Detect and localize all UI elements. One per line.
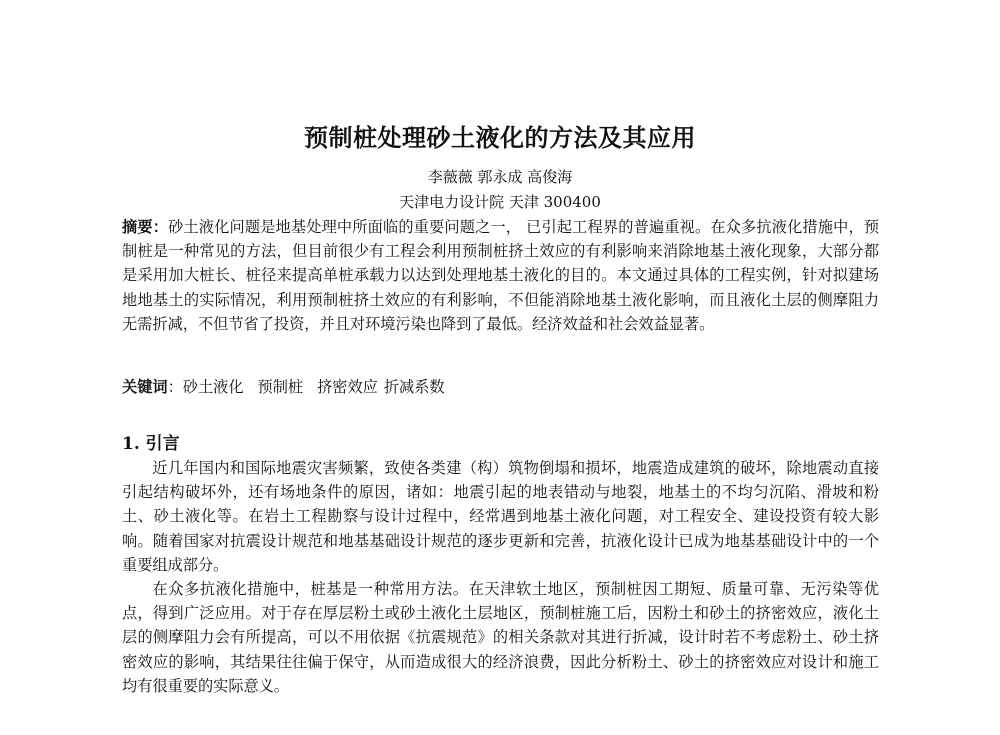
author-affiliation: 天津电力设计院 天津 300400 — [399, 193, 601, 211]
section-heading: 1. 引言 — [122, 434, 180, 454]
keyword-item: 挤密效应 — [317, 378, 378, 396]
paragraph: 近几年国内和国际地震灾害频繁，致使各类建（构）筑物倒塌和损坏，地震造成建筑的破坏，除地震动直接引起结构破坏外，还有场地条件的原因，诸如：地震引起的地表错动与地裂，地基土的不均匀沉陷、滑坡和粉土、砂土液化等。在岩土工程勘察与设计过程中，经常遇到地基土液化问题，对工程安全、建设投资有较大影响。随着国家对抗震设计规范和地基基础设计规范的逐步更新和完善，抗液化设计已成为地基基础设计中的一个重要组成部分。 — [122, 459, 879, 574]
section-body — [122, 456, 879, 698]
paragraph: 在众多抗液化措施中，桩基是一种常用方法。在天津软土地区，预制桩因工期短、质量可靠、无污染等优点，得到广泛应用。对于存在厚层粉土或砂土液化土层地区，预制桩施工后，因粉土和砂土的挤密效应，液化土层的侧摩阻力会有所提高，可以不用依据《抗震规范》的相关条款对其进行折减，设计时若不考虑粉土、砂土挤密效应的影响，其结果往往偏于保守，从而造成很大的经济浪费，因此分析粉土、砂土的挤密效应对设计和施工均有很重要的实际意义。 — [122, 580, 879, 695]
author-list: 李薇薇 郭永成 高俊海 — [427, 168, 573, 186]
keyword-item: 预制桩 — [257, 378, 304, 396]
paper-title: 预制桩处理砂土液化的方法及其应用 — [304, 123, 696, 152]
abstract-text: 砂土液化问题是地基处理中所面临的重要问题之一， 已引起工程界的普遍重视。在众多抗液化措施中，预制桩是一种常见的方法，但目前很少有工程会利用预制桩挤土效应的有利影响来消除地基土液化现象，大部分都是采用加大桩长、桩径来提高单桩承载力以达到处理地基土液化的目的。本文通过具体的工程实例，针对拟建场地地基土的实际情况，利用预制桩挤土效应的有利影响，不但能消除地基土液化影响，而且液化土层的侧摩阻力无需折减，不但节省了投资，并且对环境污染也降到了最低。经济效益和社会效益显著。 — [122, 218, 880, 333]
keywords-label: 关键词 — [122, 378, 168, 396]
keyword-item: 折减系数 — [383, 378, 445, 396]
keyword-item: ：砂土液化 — [167, 378, 244, 396]
abstract-label: 摘要： — [122, 218, 169, 236]
keywords — [122, 375, 879, 399]
abstract — [122, 215, 879, 336]
